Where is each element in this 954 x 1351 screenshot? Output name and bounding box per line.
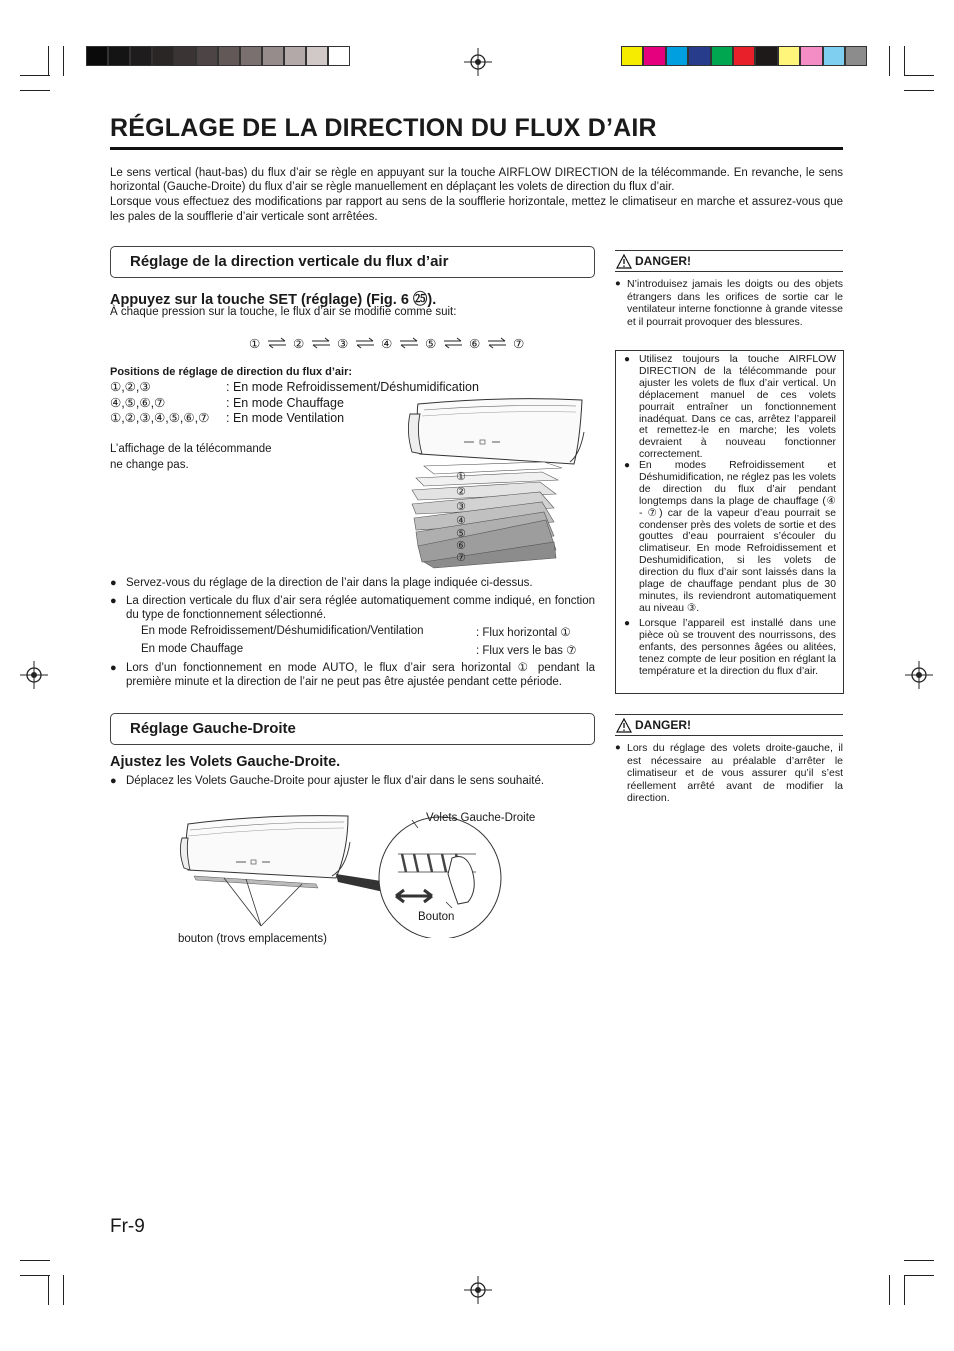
- bullet-icon: ●: [110, 577, 117, 589]
- position-mode: : En mode Chauffage: [226, 396, 344, 410]
- mode-flow: : Flux vers le bas ⑦: [476, 645, 577, 657]
- note-item: [624, 354, 836, 461]
- sequence-step: ②: [293, 337, 305, 351]
- mode-name: En mode Refroidissement/Déshumidification/Ventilation: [141, 625, 424, 637]
- figure-number: ②: [456, 486, 466, 498]
- crop-mark: [63, 1275, 64, 1305]
- horizontal-subhead: Ajustez les Volets Gauche-Droite.: [110, 754, 341, 770]
- gray-swatch: [108, 46, 130, 66]
- crop-mark: [889, 1275, 890, 1305]
- bullet-text: Lors d’un fonctionnement en mode AUTO, le flux d’air sera horizontal ① pendant la première minute et la direction de l’air ne peut pas être ajustée pendant cette période.: [126, 662, 595, 689]
- sequence-step: ⑤: [425, 337, 437, 351]
- color-swatch: [845, 46, 867, 66]
- crop-mark: [889, 46, 890, 76]
- sequence-step: ①: [249, 337, 261, 351]
- remote-note-line: ne change pas.: [110, 458, 189, 471]
- bullet-icon: ●: [624, 460, 631, 471]
- bullet-icon: ●: [110, 775, 117, 787]
- crop-mark: [20, 75, 50, 76]
- position-numbers: ①,②,③,④,⑤,⑥,⑦: [110, 411, 210, 425]
- danger-title: DANGER!: [635, 254, 691, 268]
- page-title: RÉGLAGE DE LA DIRECTION DU FLUX D’AIR: [110, 114, 843, 150]
- registration-mark-icon: [464, 1276, 492, 1304]
- note-text: Utilisez toujours la touche AIRFLOW DIRECTION de la télécommande pour ajuster les volets de flux d’air vertical. Un déplacement manuel de ces volets pourrait entraîner un fonctionnement inadéquat. Dans ce cas, arrêtez l’appareil et remettez-le en marche; les volets devraient à nouveau fonctionner correctement.: [639, 354, 836, 461]
- gray-swatch: [152, 46, 174, 66]
- gray-swatch: [284, 46, 306, 66]
- gray-swatch: [196, 46, 218, 66]
- mode-row: [141, 643, 601, 655]
- bullet-item: [110, 661, 595, 689]
- remote-note-line: L’affichage de la télécommande: [110, 443, 272, 455]
- crop-mark: [904, 1275, 934, 1276]
- bullet-item: [110, 774, 595, 788]
- bullet-item: [110, 576, 595, 590]
- crop-mark: [48, 1275, 49, 1305]
- section-header-vertical: [110, 246, 595, 278]
- bullet-icon: ●: [615, 278, 621, 289]
- crop-mark: [20, 1275, 50, 1276]
- crop-mark: [63, 46, 64, 76]
- color-swatch: [733, 46, 755, 66]
- danger-heading: [615, 250, 843, 272]
- page-number: Fr-9: [110, 1216, 145, 1237]
- crop-mark: [904, 46, 905, 76]
- vertical-airflow-diagram: [404, 392, 588, 570]
- position-row: [110, 396, 344, 411]
- bullet-icon: ●: [110, 662, 117, 674]
- danger-body: Lors du réglage des volets droite-gauche, il est nécessaire au préalable d’arrêter le climatiseur et de vous assurer qu’il s’est réellement arrêté avant de modifier la direction.: [627, 742, 843, 805]
- position-numbers: ①,②,③: [110, 380, 151, 394]
- figure-number: ⑤: [456, 528, 466, 540]
- sequence-step: ⑥: [469, 337, 481, 351]
- mode-name: En mode Chauffage: [141, 643, 244, 655]
- bidirectional-arrow-icon: [355, 337, 375, 349]
- mode-flow: : Flux horizontal ①: [476, 627, 571, 639]
- vertical-description: À chaque pression sur la touche, le flux d’air se modifie comme suit:: [110, 306, 457, 318]
- position-row: [110, 411, 345, 426]
- crop-mark: [904, 75, 934, 76]
- crop-mark: [48, 46, 49, 76]
- bidirectional-arrow-icon: [311, 337, 331, 349]
- bidirectional-arrow-icon: [267, 337, 287, 349]
- color-swatch: [711, 46, 733, 66]
- note-text: Lorsque l’appareil est installé dans une pièce où se trouvent des nourrissons, des enfants, des personnes âgées ou alitées, tenez compte de leur position en réglant la température et la direction du flux d’air.: [639, 618, 836, 677]
- warning-triangle-icon: [616, 254, 632, 269]
- bullet-icon: ●: [624, 354, 631, 365]
- color-swatch: [643, 46, 665, 66]
- warning-triangle-icon: [616, 718, 632, 733]
- note-text: En modes Refroidissement et Déshumidification, ne réglez pas les volets de direction du flux d’air pendant longtemps dans la plage de chauffage (④ - ⑦) car de la vapeur d’eau pourrait se condenser près des volets de sortie et des gouttes d’eau pourraient s’écouler du climatiseur. En mode Refroidissement et Deshumidification, si les volets de direction du flux d’air sont laissés dans la plage de chauffage pendant plus de 30 minutes, ils reviendront automatiquement au niveau ③.: [639, 460, 836, 614]
- section-header-horizontal: [110, 713, 595, 745]
- figure-number: ①: [456, 471, 466, 483]
- color-swatch: [621, 46, 643, 66]
- registration-mark-icon: [905, 661, 933, 689]
- gray-swatch: [218, 46, 240, 66]
- bullet-item: [110, 594, 595, 622]
- bidirectional-arrow-icon: [487, 337, 507, 349]
- intro: [110, 166, 843, 224]
- registration-mark-icon: [20, 661, 48, 689]
- section-title: Réglage Gauche-Droite: [130, 720, 296, 737]
- bullet-icon: ●: [624, 618, 631, 629]
- intro-paragraph: Lorsque vous effectuez des modifications par rapport au sens de la soufflerie horizontale, mettez le climatiseur en marche et assurez-vous que les pales de la soufflerie d’air verticale sont arrêtées.: [110, 196, 843, 223]
- color-swatch: [755, 46, 777, 66]
- bullet-icon: ●: [110, 595, 117, 607]
- position-row: [110, 380, 479, 395]
- note-item: [624, 460, 836, 615]
- sequence-step: ③: [337, 337, 349, 351]
- sequence-step: ⑦: [513, 337, 525, 351]
- bullet-text: Servez-vous du réglage de la direction de l’air dans la plage indiquée ci-dessus.: [126, 577, 533, 589]
- section-title: Réglage de la direction verticale du flux d’air: [130, 253, 449, 270]
- position-mode: : En mode Ventilation: [226, 411, 345, 425]
- color-swatch: [800, 46, 822, 66]
- figure-number: ④: [456, 515, 466, 527]
- label-bouton: Bouton: [418, 911, 455, 923]
- danger-text: [615, 742, 843, 805]
- bidirectional-arrow-icon: [443, 337, 463, 349]
- gray-swatch: [240, 46, 262, 66]
- mode-row: [141, 625, 601, 637]
- gray-swatch: [130, 46, 152, 66]
- danger-text: [615, 278, 843, 328]
- remote-display-note: [110, 442, 272, 473]
- crop-mark: [904, 1275, 905, 1305]
- label-bouton-emplacements: bouton (trovs emplacements): [178, 933, 327, 945]
- crop-mark: [904, 1260, 934, 1261]
- bullet-text: Déplacez les Volets Gauche-Droite pour ajuster le flux d’air dans le sens souhaité.: [126, 775, 545, 787]
- position-mode: : En mode Refroidissement/Déshumidification: [226, 380, 479, 394]
- gray-swatch: [86, 46, 108, 66]
- gray-swatch: [174, 46, 196, 66]
- crop-mark: [904, 90, 934, 91]
- label-volets: Volets Gauche-Droite: [426, 812, 536, 824]
- vertical-subhead: Appuyez sur la touche SET (réglage) (Fig. 6 ㉕).: [110, 292, 437, 308]
- positions-title: Positions de réglage de direction du flux d’air:: [110, 366, 353, 378]
- registration-mark-icon: [464, 48, 492, 76]
- bullet-icon: ●: [615, 742, 621, 753]
- figure-number: ⑦: [456, 552, 466, 564]
- crop-mark: [20, 1260, 50, 1261]
- figure-number: ⑥: [456, 540, 466, 552]
- danger-title: DANGER!: [635, 718, 691, 732]
- figure-number: ③: [456, 501, 466, 513]
- bidirectional-arrow-icon: [399, 337, 419, 349]
- gray-swatch: [262, 46, 284, 66]
- color-swatch: [688, 46, 710, 66]
- color-swatch: [778, 46, 800, 66]
- color-swatch: [666, 46, 688, 66]
- color-swatch: [823, 46, 845, 66]
- gray-swatch: [306, 46, 328, 66]
- gray-swatch: [328, 46, 350, 66]
- sequence-step: ④: [381, 337, 393, 351]
- horizontal-louver-diagram: [176, 808, 510, 938]
- airflow-sequence: [249, 336, 539, 352]
- danger-body: N’introduisez jamais les doigts ou des objets étrangers dans les orifices de sortie car le ventilateur interne fonctionne à grande vitesse et il pourrait provoquer des blessures.: [627, 278, 843, 328]
- intro-paragraph: Le sens vertical (haut-bas) du flux d’air se règle en appuyant sur la touche AIRFLOW DIRECTION de la télécommande. En revanche, le sens horizontal (Gauche-Droite) du flux d’air se règle manuellement en déplaçant les volets de direction du flux d’air.: [110, 167, 843, 194]
- bullet-text: La direction verticale du flux d’air sera réglée automatiquement comme indiqué, en fonction du type de fonctionnement sélectionné.: [126, 595, 595, 622]
- note-item: [624, 618, 836, 678]
- crop-mark: [20, 90, 50, 91]
- danger-heading: [615, 714, 843, 736]
- position-numbers: ④,⑤,⑥,⑦: [110, 396, 166, 410]
